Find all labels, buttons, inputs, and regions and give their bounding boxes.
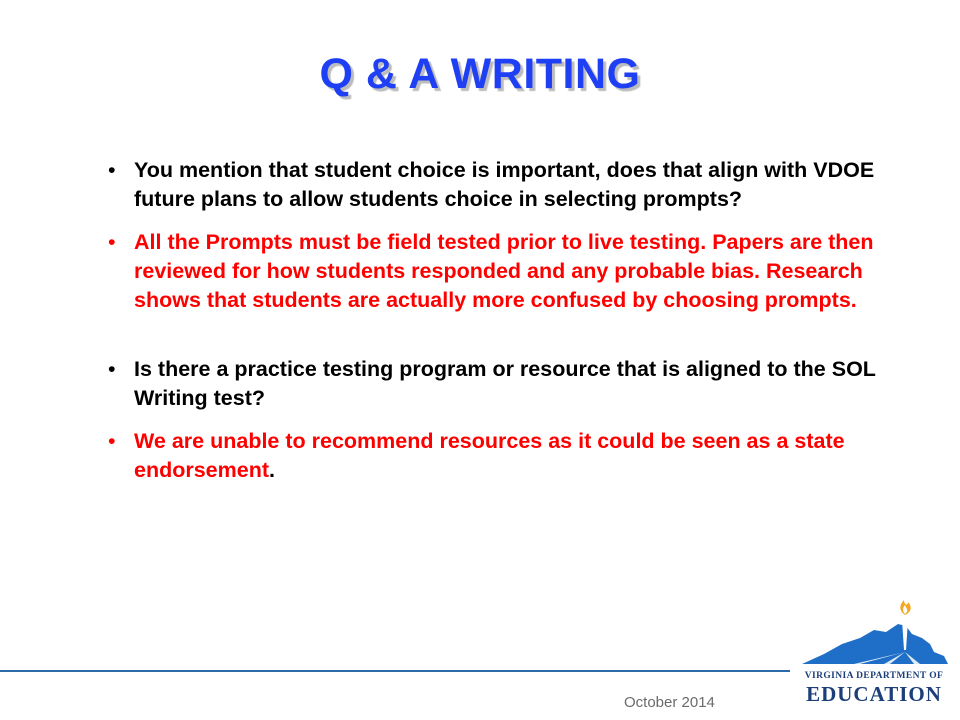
bullet-marker: •: [108, 357, 116, 381]
question-text-1: You mention that student choice is important, does that align with VDOE future plans to allow students choice in selecting prompts?: [134, 158, 875, 211]
logo-line-1: VIRGINIA DEPARTMENT OF: [804, 671, 944, 681]
slide-title: Q & A WRITING: [319, 50, 641, 98]
question-bullet-1: [108, 156, 878, 214]
bullet-marker: •: [108, 158, 116, 182]
question-bullet-2: [108, 355, 878, 413]
answer-text-1: All the Prompts must be field tested prior to live testing. Papers are then reviewed for how students responded and any probable bias. Research shows that students are actually more confused by choosing prompts.: [134, 230, 874, 312]
answer-bullet-1: [108, 228, 878, 315]
logo-line-2: EDUCATION: [806, 682, 942, 706]
bullet-marker: •: [108, 230, 116, 254]
question-text-2: Is there a practice testing program or resource that is aligned to the SOL Writing test?: [134, 357, 876, 410]
vdoe-logo: [794, 600, 954, 712]
answer-bullet-2: [108, 427, 878, 485]
bullet-marker: •: [108, 429, 116, 453]
answer-text-2: We are unable to recommend resources as it could be seen as a state endorsement: [134, 429, 845, 482]
virginia-torch-icon: [794, 600, 954, 672]
answer-text-2-period: .: [269, 458, 275, 482]
footer-date: October 2014: [624, 694, 715, 711]
bullet-list: [108, 156, 878, 499]
footer-rule: [0, 670, 790, 672]
